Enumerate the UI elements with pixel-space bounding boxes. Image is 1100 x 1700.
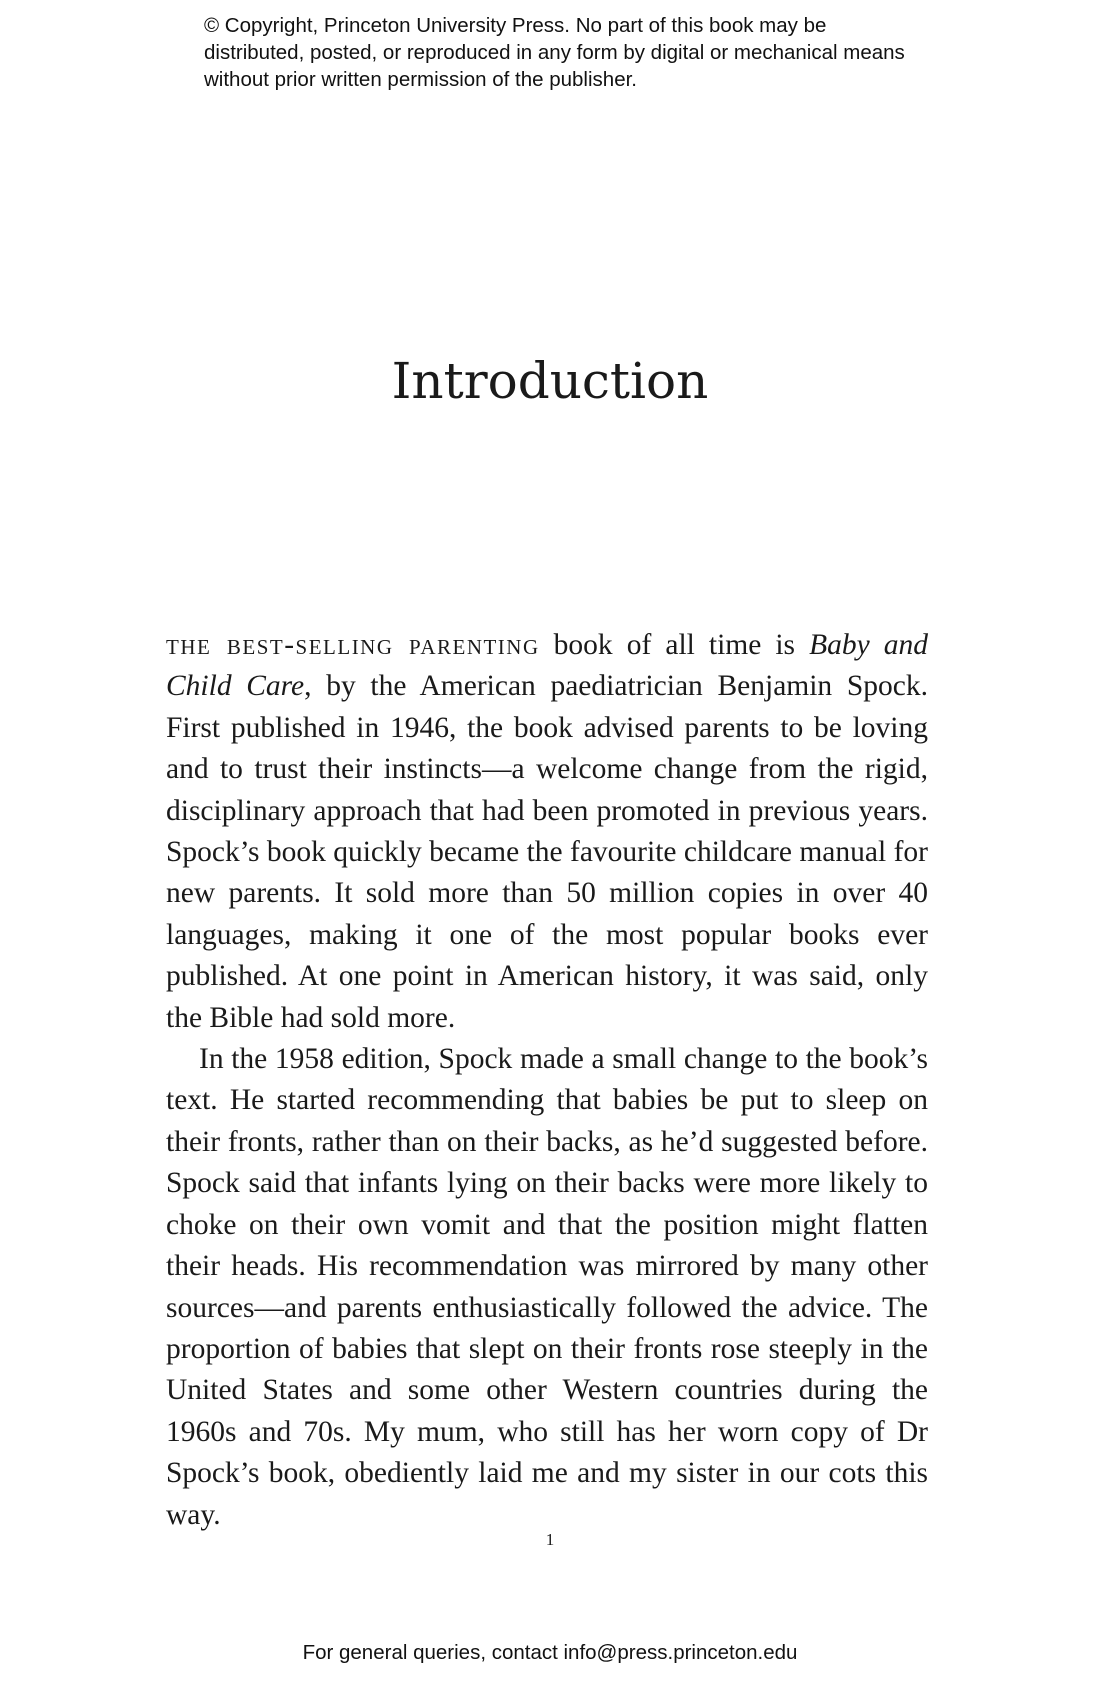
footer-contact: For general queries, contact info@press.princeton.edu [302, 1641, 798, 1664]
paragraph-1-text-b: , by the American paediatrician Benjamin Spock. First published in 1946, the book advised parents to be loving and to trust their instincts—a welcome change from the rigid, disciplinary approach that had been promoted in previous years. Spock’s book quickly became the favourite childcare manual for new parents. It sold more than 50 million copies in over 40 languages, making it one of the most popular books ever published. At one point in American history, it was said, only the Bible had sold more. [166, 670, 928, 1034]
chapter-title: Introduction [391, 352, 709, 410]
paragraph-1-text-a: book of all time is [539, 629, 810, 661]
body-text [166, 625, 928, 1536]
page-number: 1 [545, 1530, 555, 1549]
book-title-italic: Baby and Child Care [166, 629, 929, 703]
paragraph-2: In the 1958 edition, Spock made a small change to the book’s text. He started recommending that babies be put to sleep on their fronts, rather than on their backs, as he’d suggested before. Spock said that infants lying on their backs were more likely to choke on their own vomit and that the position might flatten their heads. His recommendation was mirrored by many other sources—and parents enthusiastically followed the advice. The proportion of babies that slept on their fronts rose steeply in the United States and some other Western countries during the 1960s and 70s. My mum, who still has her worn copy of Dr Spock’s book, obediently laid me and my sister in our cots this way. [166, 1043, 928, 1531]
paragraph-1 [166, 625, 928, 1039]
copyright-notice: © Copyright, Princeton University Press. No part of this book may be distributed, posted, or reproduced in any form by digital or mechanical means without prior written permission of the publisher. [204, 14, 905, 91]
lead-in-smallcaps: the best-selling parenting [166, 629, 540, 661]
